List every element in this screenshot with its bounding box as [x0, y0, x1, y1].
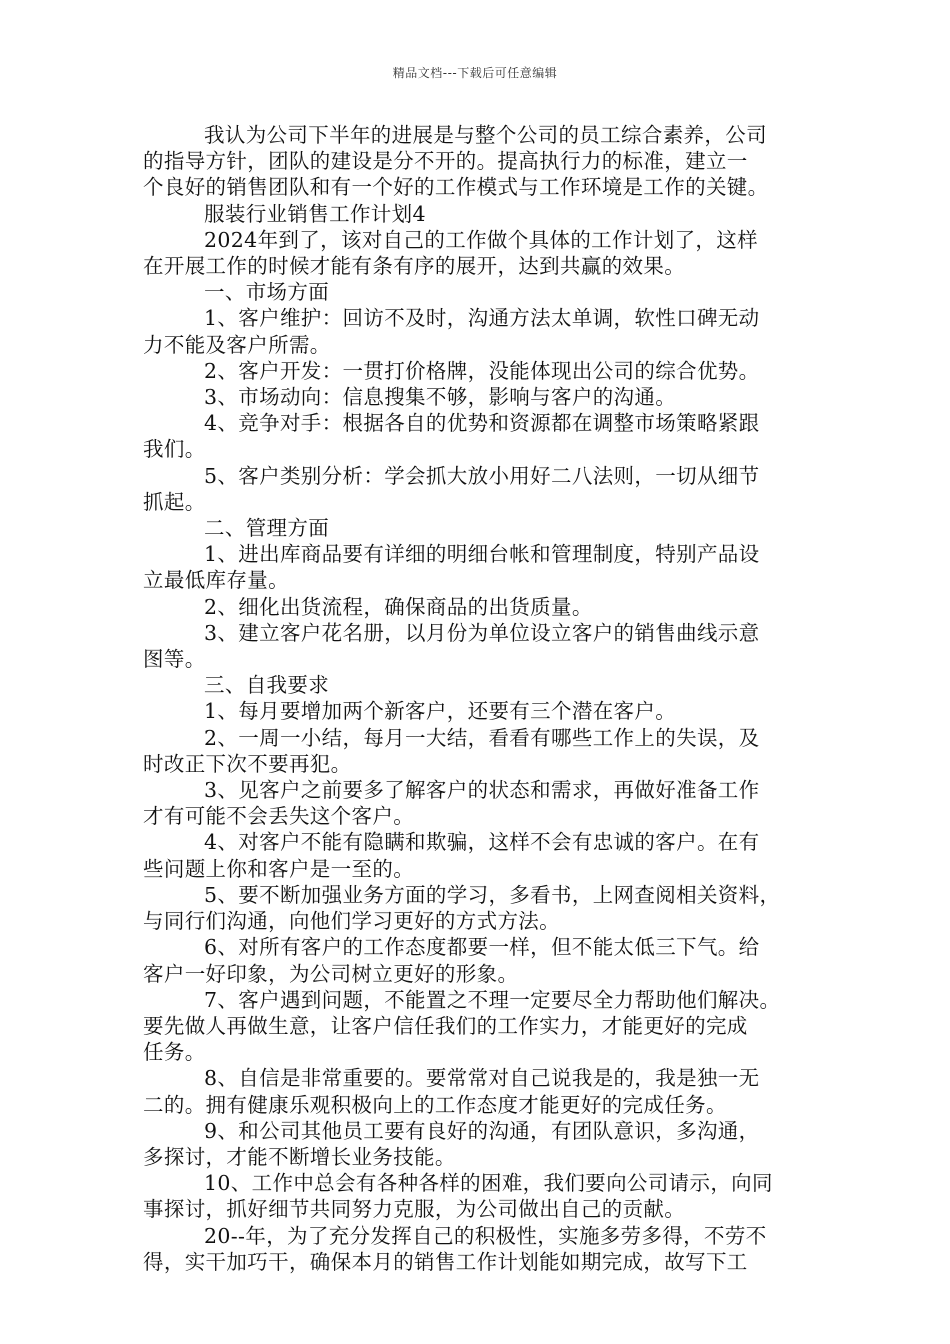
text-line: 2、一周一小结，每月一大结，看看有哪些工作上的失误，及 — [204, 725, 760, 750]
text-line: 我认为公司下半年的进展是与整个公司的员工综合素养，公司 — [204, 123, 767, 147]
text-line: 2024年到了，该对自己的工作做个具体的工作计划了，这样 — [204, 227, 758, 252]
text-line: 7、客户遇到问题，不能置之不理一定要尽全力帮助他们解决。 — [204, 987, 781, 1012]
text-line: 时改正下次不要再犯。 — [143, 751, 352, 776]
text-line: 3、市场动向：信息搜集不够，影响与客户的沟通。 — [204, 385, 677, 410]
text-line: 得，实干加巧干，确保本月的销售工作计划能如期完成，故写下工 — [143, 1249, 748, 1274]
text-line: 立最低库存量。 — [143, 568, 289, 593]
text-line: 三、自我要求 — [204, 673, 330, 698]
text-line: 服装行业销售工作计划4 — [204, 201, 426, 226]
text-line: 二、管理方面 — [204, 516, 330, 541]
text-line: 2、细化出货流程，确保商品的出货质量。 — [204, 594, 593, 619]
text-line: 2、客户开发：一贯打价格牌，没能体现出公司的综合优势。 — [204, 358, 760, 383]
document-body — [143, 122, 809, 1275]
text-line: 图等。 — [143, 647, 206, 672]
text-line: 个良好的销售团队和有一个好的工作模式与工作环境是工作的关键。 — [143, 175, 769, 200]
text-line: 8、自信是非常重要的。要常常对自己说我是的，我是独一无 — [204, 1066, 760, 1091]
text-line: 力不能及客户所需。 — [143, 332, 331, 357]
text-line: 抓起。 — [143, 489, 206, 514]
text-line: 二的。拥有健康乐观积极向上的工作态度才能更好的完成任务。 — [143, 1092, 727, 1117]
text-line: 一、市场方面 — [204, 280, 330, 305]
text-line: 3、见客户之前要多了解客户的状态和需求，再做好准备工作 — [204, 778, 760, 803]
text-line: 任务。 — [143, 1040, 206, 1065]
text-line: 1、客户维护：回访不及时，沟通方法太单调，软性口碑无动 — [204, 306, 760, 331]
page-header: 精品文档---下载后可任意编辑 — [392, 66, 558, 80]
text-line: 1、每月要增加两个新客户，还要有三个潜在客户。 — [204, 699, 677, 724]
text-line: 我们。 — [143, 437, 206, 462]
text-line: 5、要不断加强业务方面的学习，多看书，上网查阅相关资料， — [204, 882, 781, 907]
text-line: 要先做人再做生意，让客户信任我们的工作实力，才能更好的完成 — [143, 1013, 748, 1038]
text-line: 9、和公司其他员工要有良好的沟通，有团队意识，多沟通， — [204, 1118, 760, 1143]
text-line: 6、对所有客户的工作态度都要一样，但不能太低三下气。给 — [204, 935, 760, 960]
text-line: 20--年，为了充分发挥自己的积极性，实施多劳多得，不劳不 — [204, 1223, 767, 1248]
text-line: 多探讨，才能不断增长业务技能。 — [143, 1144, 456, 1169]
text-line: 1、进出库商品要有详细的明细台帐和管理制度，特别产品设 — [204, 542, 760, 567]
text-line: 在开展工作的时候才能有条有序的展开，达到共赢的效果。 — [143, 254, 686, 279]
text-line: 事探讨，抓好细节共同努力克服，为公司做出自己的贡献。 — [143, 1197, 686, 1222]
text-line: 些问题上你和客户是一至的。 — [143, 856, 415, 881]
text-line: 的指导方针，团队的建设是分不开的。提高执行力的标准，建立一 — [143, 149, 748, 174]
text-line: 3、建立客户花名册，以月份为单位设立客户的销售曲线示意 — [204, 620, 760, 645]
text-line: 客户一好印象，为公司树立更好的形象。 — [143, 961, 519, 986]
text-line: 10、工作中总会有各种各样的困难，我们要向公司请示，向同 — [204, 1171, 773, 1196]
text-line: 5、客户类别分析：学会抓大放小用好二八法则，一切从细节 — [204, 463, 760, 488]
text-line: 才有可能不会丢失这个客户。 — [143, 804, 415, 829]
text-line: 4、竞争对手：根据各自的优势和资源都在调整市场策略紧跟 — [204, 411, 760, 436]
text-line: 4、对客户不能有隐瞒和欺骗，这样不会有忠诚的客户。在有 — [204, 830, 760, 855]
text-line: 与同行们沟通，向他们学习更好的方式方法。 — [143, 909, 560, 934]
